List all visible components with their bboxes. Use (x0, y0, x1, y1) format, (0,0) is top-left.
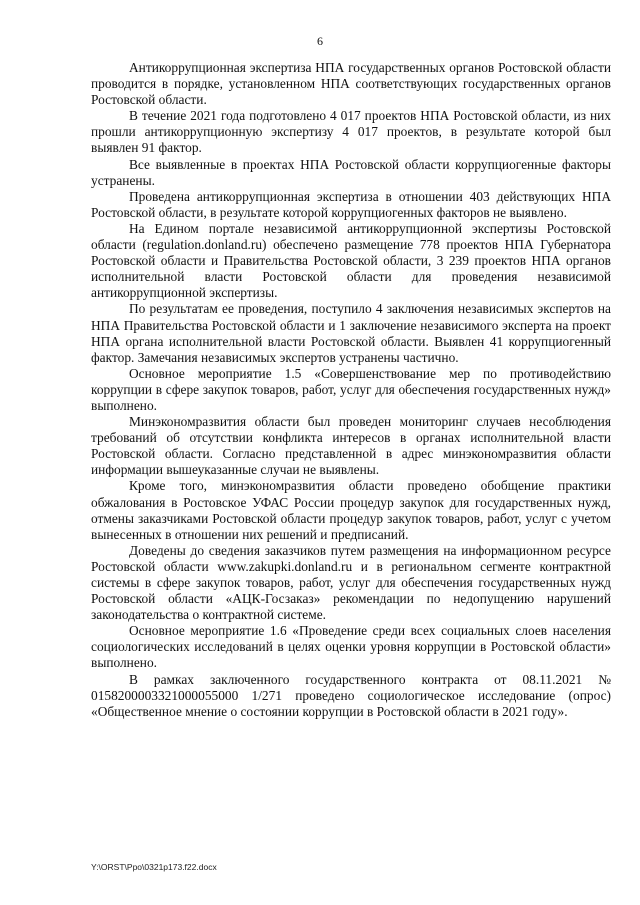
document-body (91, 60, 611, 720)
paragraph: Основное мероприятие 1.6 «Проведение среди всех социальных слоев населения социологических исследований в целях оценки уровня коррупции в Ростовской области» выполнено. (91, 623, 611, 671)
paragraph: Антикоррупционная экспертиза НПА государственных органов Ростовской области проводится в порядке, установленном НПА соответствующих государственных органов Ростовской области. (91, 60, 611, 108)
paragraph: Проведена антикоррупционная экспертиза в отношении 403 действующих НПА Ростовской области, в результате которой коррупциогенных факторов не выявлено. (91, 188, 611, 220)
paragraph: На Едином портале независимой антикоррупционной экспертизы Ростовской области (regulation.donland.ru) обеспечено размещение 778 проектов НПА Губернатора Ростовской области и Правительства Ростовской области, 3 239 проектов НПА органов исполнительной власти Ростовской области для проведения независимой антикоррупционной экспертизы. (91, 220, 611, 301)
paragraph: Доведены до сведения заказчиков путем размещения на информационном ресурсе Ростовской области www.zakupki.donland.ru и в региональном сегменте контрактной системы в сфере закупок товаров, работ, услуг для обеспечения государственных нужд Ростовской области «АЦК-Госзаказ» рекомендации по недопущению нарушений законодательства о контрактной системе. (91, 542, 611, 623)
paragraph: Все выявленные в проектах НПА Ростовской области коррупциогенные факторы устранены. (91, 156, 611, 188)
paragraph: Кроме того, минэкономразвития области проведено обобщение практики обжалования в Ростовское УФАС России процедур закупок для государственных нужд, отмены заказчиками Ростовской области процедур закупок товаров, работ, услуг с учетом вынесенных в отношении них решений и предписаний. (91, 478, 611, 542)
file-path-footer: Y:\ORST\Ppo\0321p173.f22.docx (91, 862, 217, 872)
paragraph: В рамках заключенного государственного контракта от 08.11.2021 № 0158200003321000055000 1/271 проведено социологическое исследование (опрос) «Общественное мнение о состоянии коррупции в Ростовской области в 2021 году». (91, 671, 611, 719)
paragraph: Минэкономразвития области был проведен мониторинг случаев несоблюдения требований об отсутствии конфликта интересов в органах исполнительной власти Ростовской области. Согласно представленной в адрес минэкономразвития области информации вышеуказанные случаи не выявлены. (91, 414, 611, 478)
paragraph: В течение 2021 года подготовлено 4 017 проектов НПА Ростовской области, из них прошли антикоррупционную экспертизу 4 017 проектов, в результате которой был выявлен 91 фактор. (91, 108, 611, 156)
page-number: 6 (317, 34, 323, 48)
paragraph: Основное мероприятие 1.5 «Совершенствование мер по противодействию коррупции в сфере закупок товаров, работ, услуг для обеспечения государственных нужд» выполнено. (91, 365, 611, 413)
paragraph: По результатам ее проведения, поступило 4 заключения независимых экспертов на НПА Правительства Ростовской области и 1 заключение независимого эксперта на проект НПА органа исполнительной власти Ростовской области. Выявлен 41 коррупциогенный фактор. Замечания независимых экспертов устранены частично. (91, 301, 611, 365)
